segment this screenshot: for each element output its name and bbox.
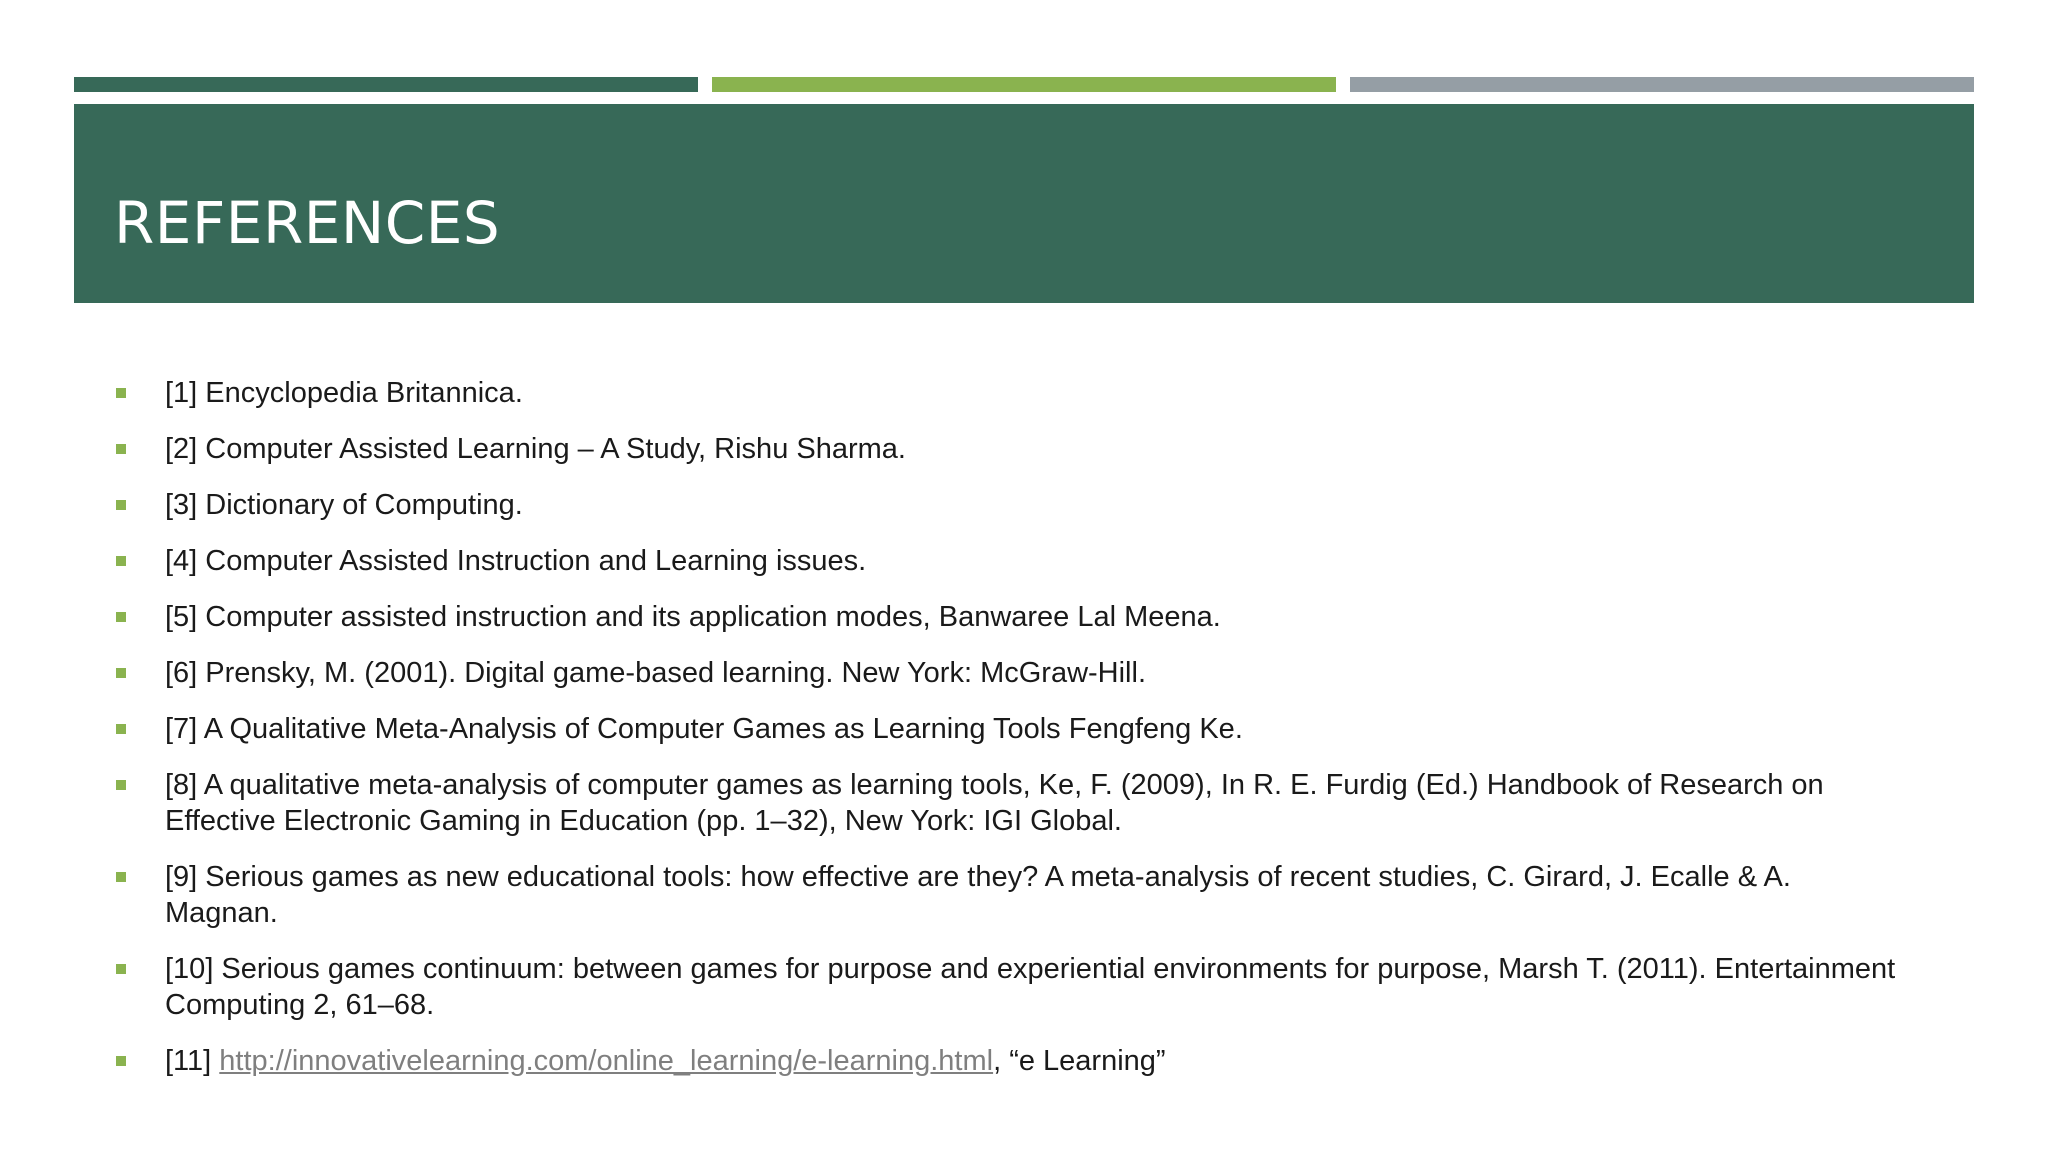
reference-item-7 (116, 711, 1906, 747)
square-bullet-icon (116, 964, 126, 974)
square-bullet-icon (116, 388, 126, 398)
accent-bar-gray (1350, 77, 1974, 92)
square-bullet-icon (116, 872, 126, 882)
reference-item-3 (116, 487, 1906, 523)
title-banner (74, 104, 1974, 303)
reference-text: [10] Serious games continuum: between games for purpose and experiential environments for purpose, Marsh T. (2011). Entertainment Computing 2, 61–68. (165, 953, 1896, 1021)
reference-text: [2] Computer Assisted Learning – A Study, Rishu Sharma. (165, 433, 906, 465)
reference-item-6 (116, 655, 1906, 691)
reference-text: [1] Encyclopedia Britannica. (165, 377, 523, 409)
reference-item-2 (116, 431, 1906, 467)
reference-text: [8] A qualitative meta-analysis of computer games as learning tools, Ke, F. (2009), In R. E. Furdig (Ed.) Handbook of Research on Effective Electronic Gaming in Education (pp. 1–32), New York: IGI Global. (165, 769, 1824, 837)
reference-item-5 (116, 599, 1906, 635)
reference-text: [4] Computer Assisted Instruction and Learning issues. (165, 545, 867, 577)
reference-item-9 (116, 859, 1906, 931)
reference-text: [3] Dictionary of Computing. (165, 489, 523, 521)
square-bullet-icon (116, 724, 126, 734)
square-bullet-icon (116, 1056, 126, 1066)
accent-bar-lime (712, 77, 1336, 92)
reference-link[interactable]: http://innovativelearning.com/online_learning/e-learning.html (219, 1045, 994, 1077)
square-bullet-icon (116, 500, 126, 510)
reference-text: [9] Serious games as new educational tools: how effective are they? A meta-analysis of recent studies, C. Girard, J. Ecalle & A. Magnan. (165, 861, 1791, 929)
square-bullet-icon (116, 612, 126, 622)
reference-item-4 (116, 543, 1906, 579)
reference-item-8 (116, 767, 1906, 839)
reference-list (116, 375, 1906, 1099)
square-bullet-icon (116, 668, 126, 678)
reference-text: [7] A Qualitative Meta-Analysis of Computer Games as Learning Tools Fengfeng Ke. (165, 713, 1243, 745)
reference-text: [5] Computer assisted instruction and its application modes, Banwaree Lal Meena. (165, 601, 1221, 633)
square-bullet-icon (116, 780, 126, 790)
square-bullet-icon (116, 444, 126, 454)
square-bullet-icon (116, 556, 126, 566)
accent-bar-green (74, 77, 698, 92)
reference-item-10 (116, 951, 1906, 1023)
reference-item-11 (116, 1043, 1906, 1079)
reference-suffix: , “e Learning” (993, 1045, 1166, 1077)
reference-item-1 (116, 375, 1906, 411)
reference-text: [6] Prensky, M. (2001). Digital game-based learning. New York: McGraw-Hill. (165, 657, 1147, 689)
reference-prefix: [11] (165, 1045, 220, 1077)
slide-title: REFERENCES (114, 189, 501, 257)
